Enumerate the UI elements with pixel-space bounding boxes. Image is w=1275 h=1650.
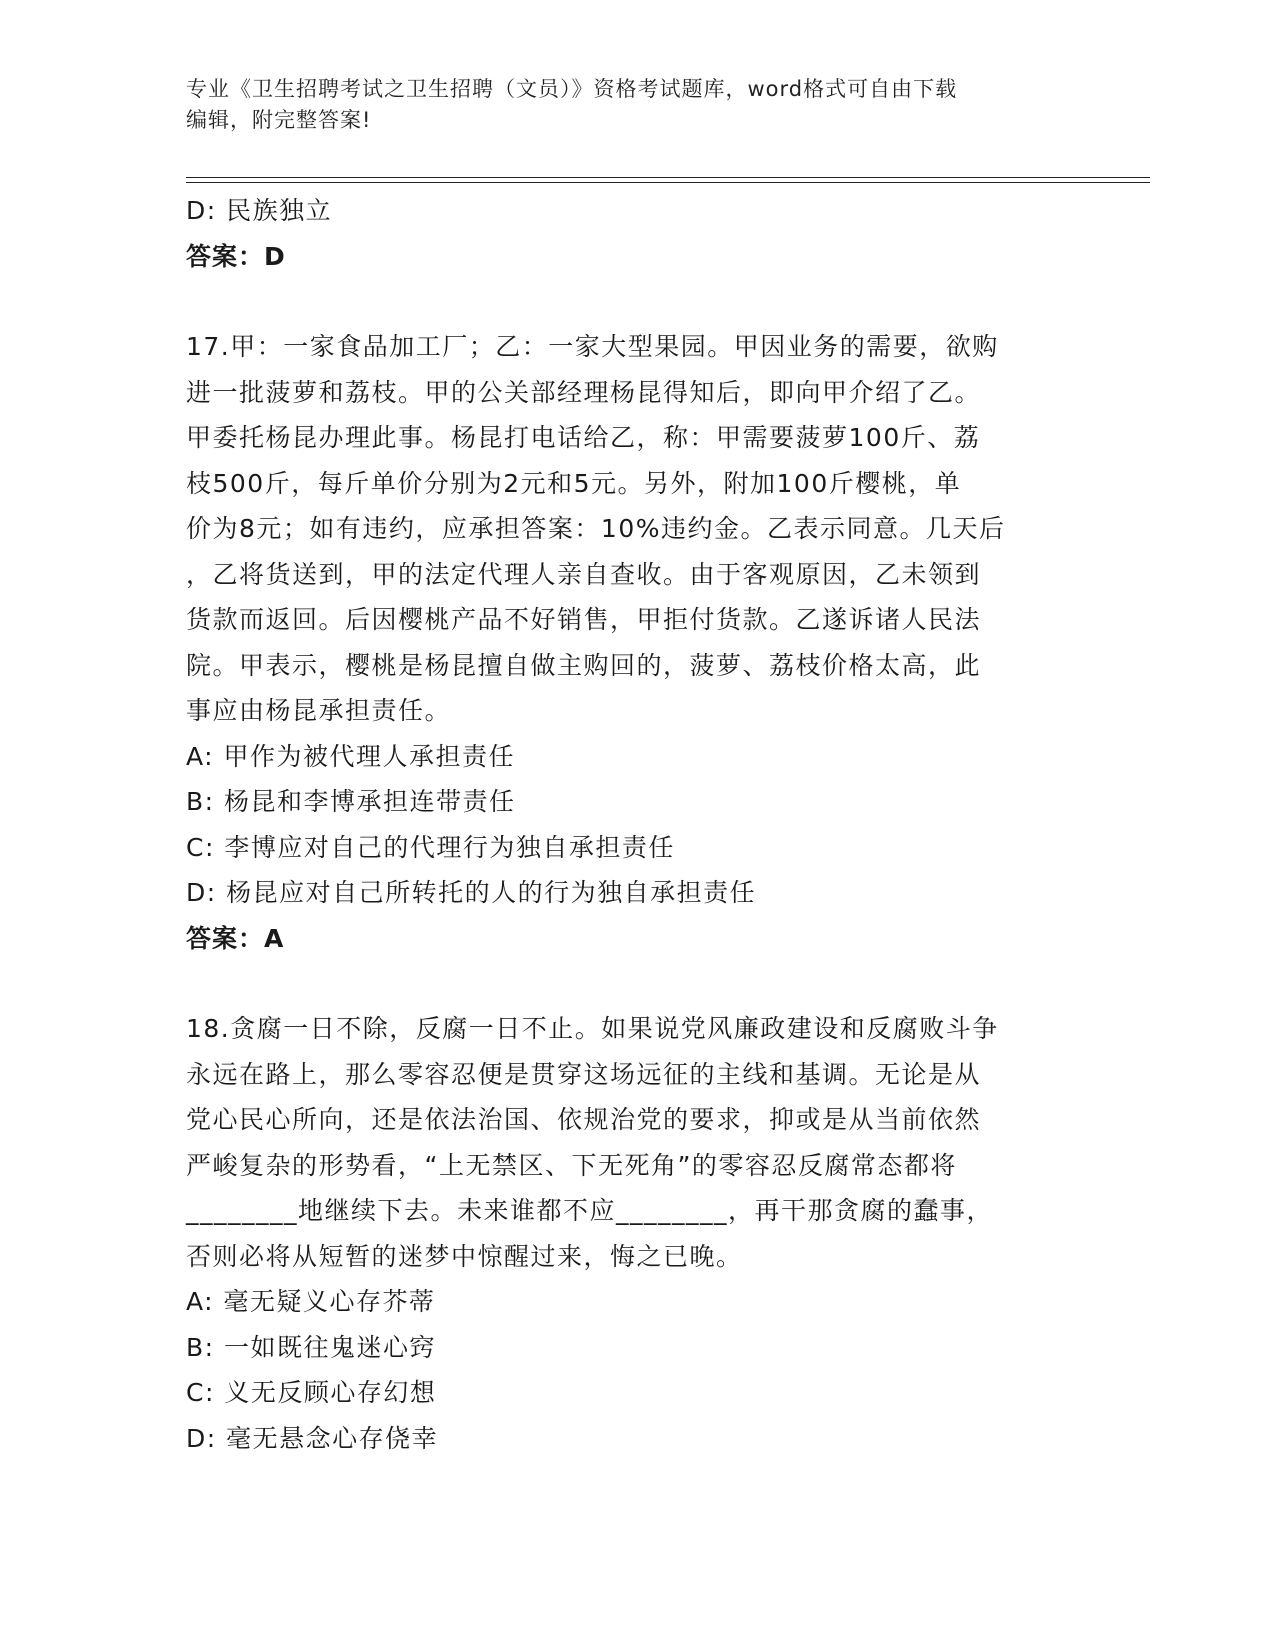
question-line: 18.贪腐一日不除，反腐一日不止。如果说党风廉政建设和反腐败斗争	[186, 1014, 999, 1043]
option-d: D: 杨昆应对自己所转托的人的行为独自承担责任	[186, 878, 757, 907]
question-17	[186, 324, 1086, 961]
question-line: 枝500斤，每斤单价分别为2元和5元。另外，附加100斤樱桃，单	[186, 468, 962, 498]
question-16	[186, 188, 1086, 279]
option-d: D: 毫无悬念心存侥幸	[186, 1423, 439, 1453]
question-line: ________地继续下去。未来谁都不应________，再干那贪腐的蠢事，	[186, 1196, 994, 1225]
page-header	[186, 74, 1086, 136]
question-line: 否则必将从短暂的迷梦中惊醒过来，悔之已晚。	[186, 1241, 743, 1271]
question-line: 价为8元；如有违约，应承担答案：10%违约金。乙表示同意。几天后	[186, 514, 1006, 543]
question-line: 严峻复杂的形势看，“上无禁区、下无死角”的零容忍反腐常态都将	[186, 1150, 957, 1180]
question-18	[186, 1006, 1086, 1461]
question-line: 党心民心所向，还是依法治国、依规治党的要求，抑或是从当前依然	[186, 1105, 982, 1134]
option-d: D: 民族独立	[186, 196, 333, 225]
option-b: B: 杨昆和李博承担连带责任	[186, 787, 516, 816]
header-line-2: 编辑，附完整答案!	[186, 108, 372, 132]
header-divider-bottom	[186, 182, 1150, 183]
question-line: 院。甲表示，樱桃是杨昆擅自做主购回的，菠萝、荔枝价格太高，此	[186, 650, 982, 680]
question-line: 进一批菠萝和荔枝。甲的公关部经理杨昆得知后，即向甲介绍了乙。	[186, 377, 982, 407]
question-line: 事应由杨昆承担责任。	[186, 696, 452, 725]
question-line: 17.甲：一家食品加工厂；乙：一家大型果园。甲因业务的需要，欲购	[186, 332, 999, 361]
header-line-1: 专业《卫生招聘考试之卫生招聘（文员）》资格考试题库，word格式可自由下载	[186, 77, 958, 101]
option-b: B: 一如既往鬼迷心窍	[186, 1332, 437, 1362]
question-line: ，乙将货送到，甲的法定代理人亲自查收。由于客观原因，乙未领到	[186, 559, 982, 589]
option-c: C: 义无反顾心存幻想	[186, 1378, 437, 1407]
question-spacer	[186, 279, 1086, 324]
answer-label: 答案：D	[186, 241, 286, 271]
question-spacer	[186, 961, 1086, 1006]
question-content	[186, 188, 1086, 1461]
question-text	[186, 1006, 1086, 1279]
question-line: 货款而返回。后因樱桃产品不好销售，甲拒付货款。乙遂诉诸人民法	[186, 605, 982, 634]
question-line: 甲委托杨昆办理此事。杨昆打电话给乙，称：甲需要菠萝100斤、荔	[186, 423, 981, 452]
option-a: A: 甲作为被代理人承担责任	[186, 741, 516, 771]
question-line: 永远在路上，那么零容忍便是贯穿这场远征的主线和基调。无论是从	[186, 1059, 982, 1089]
question-text	[186, 324, 1086, 734]
option-a: A: 毫无疑义心存芥蒂	[186, 1287, 436, 1316]
option-c: C: 李博应对自己的代理行为独自承担责任	[186, 832, 675, 862]
header-divider-top	[186, 177, 1150, 178]
answer-label: 答案：A	[186, 923, 285, 953]
